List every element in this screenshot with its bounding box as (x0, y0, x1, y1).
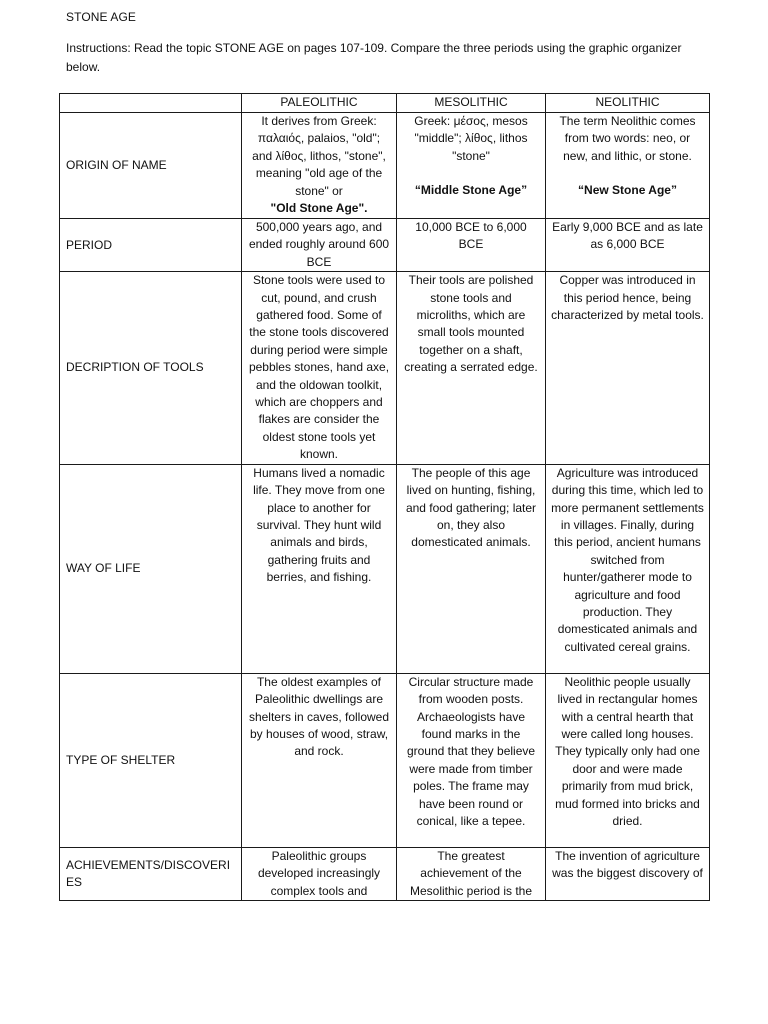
cell-emphasis-text: “New Stone Age” (578, 183, 677, 198)
column-header-mesolithic: MESOLITHIC (397, 94, 546, 113)
cell-text: Greek: μέσος, mesos "middle"; λίθος, lithos "stone" (414, 114, 528, 163)
table-header-row (60, 94, 710, 113)
table-row-achievements (60, 847, 710, 900)
graphic-organizer-table (59, 93, 710, 901)
cell-period-paleolithic: 500,000 years ago, and ended roughly around 600 BCE (242, 219, 397, 272)
cell-achievements-paleolithic (242, 847, 397, 900)
cell-period-neolithic: Early 9,000 BCE and as late as 6,000 BCE (546, 219, 710, 272)
row-label-achievements: ACHIEVEMENTS/DISCOVERIES (60, 847, 242, 900)
cell-emphasis-text: “Middle Stone Age” (414, 183, 528, 198)
cell-tools-paleolithic: Stone tools were used to cut, pound, and crush gathered food. Some of the stone tools discovered during period were simple pebbles stones, hand axe, and the oldowan toolkit, which are choppers and flakes are consider the oldest stone tools yet known. (242, 272, 397, 464)
spacer (551, 165, 704, 182)
cell-life-paleolithic: Humans lived a nomadic life. They move from one place to another for survival. They hunt wild animals and birds, gathering fruits and berries, and fishing. (242, 464, 397, 673)
row-label-type-of-shelter: TYPE OF SHELTER (60, 673, 242, 847)
spacer (402, 165, 540, 182)
cell-text: The invention of agriculture was the biggest discovery of (552, 848, 703, 881)
cell-shelter-mesolithic: Circular structure made from wooden posts. Archaeologists have found marks in the ground that they believe were made from timber poles. The frame may have been round or conical, like a tepee. (397, 673, 546, 847)
cell-text: Paleolithic groups developed increasingly complex tools and (257, 848, 381, 898)
cell-emphasis-text: "Old Stone Age". (270, 201, 368, 216)
column-header-paleolithic: PALEOLITHIC (242, 94, 397, 113)
cell-origin-neolithic (546, 113, 710, 219)
cell-life-neolithic: Agriculture was introduced during this time, which led to more permanent settlements in villages. Finally, during this period, ancient humans switched from hunter/gatherer mode to agriculture and food production. They domesticated animals and cultivated cereal grains. (546, 464, 710, 673)
row-label-way-of-life: WAY OF LIFE (60, 464, 242, 673)
instructions-text: Instructions: Read the topic STONE AGE on pages 107-109. Compare the three periods using the graphic organizer below. (66, 41, 682, 74)
table-row-origin-of-name (60, 113, 710, 219)
cell-origin-paleolithic (242, 113, 397, 219)
cell-text: The greatest achievement of the Mesolithic period is the (409, 848, 533, 898)
table-row-way-of-life (60, 464, 710, 673)
cell-origin-mesolithic (397, 113, 546, 219)
cell-text: The term Neolithic comes from two words: neo, or new, and lithic, or stone. (559, 114, 696, 163)
table-row-type-of-shelter (60, 673, 710, 847)
cell-achievements-neolithic (546, 847, 710, 900)
cell-text: It derives from Greek: παλαιός, palaios, "old"; and λίθος, lithos, "stone", meaning "old age of the stone" or (252, 114, 386, 198)
cell-shelter-neolithic: Neolithic people usually lived in rectangular homes with a central hearth that were called long houses. They typically only had one door and were made primarily from mud brick, mud formed into bricks and dried. (546, 673, 710, 847)
column-header-neolithic: NEOLITHIC (546, 94, 710, 113)
row-label-origin-of-name: ORIGIN OF NAME (60, 113, 242, 219)
cell-life-mesolithic: The people of this age lived on hunting, fishing, and food gathering; later on, they also domesticated animals. (397, 464, 546, 673)
cell-tools-neolithic: Copper was introduced in this period hence, being characterized by metal tools. (546, 272, 710, 464)
cell-period-mesolithic: 10,000 BCE to 6,000 BCE (397, 219, 546, 272)
cell-achievements-mesolithic (397, 847, 546, 900)
row-label-description-of-tools: DECRIPTION OF TOOLS (60, 272, 242, 464)
page-title: STONE AGE (66, 10, 137, 24)
cell-shelter-paleolithic: The oldest examples of Paleolithic dwellings are shelters in caves, followed by houses of wood, straw, and rock. (242, 673, 397, 847)
header-corner-cell (60, 94, 242, 113)
row-label-period: PERIOD (60, 219, 242, 272)
table-row-period (60, 219, 710, 272)
table-row-description-of-tools (60, 272, 710, 464)
cell-tools-mesolithic: Their tools are polished stone tools and microliths, which are small tools mounted together on a shaft, creating a serrated edge. (397, 272, 546, 464)
